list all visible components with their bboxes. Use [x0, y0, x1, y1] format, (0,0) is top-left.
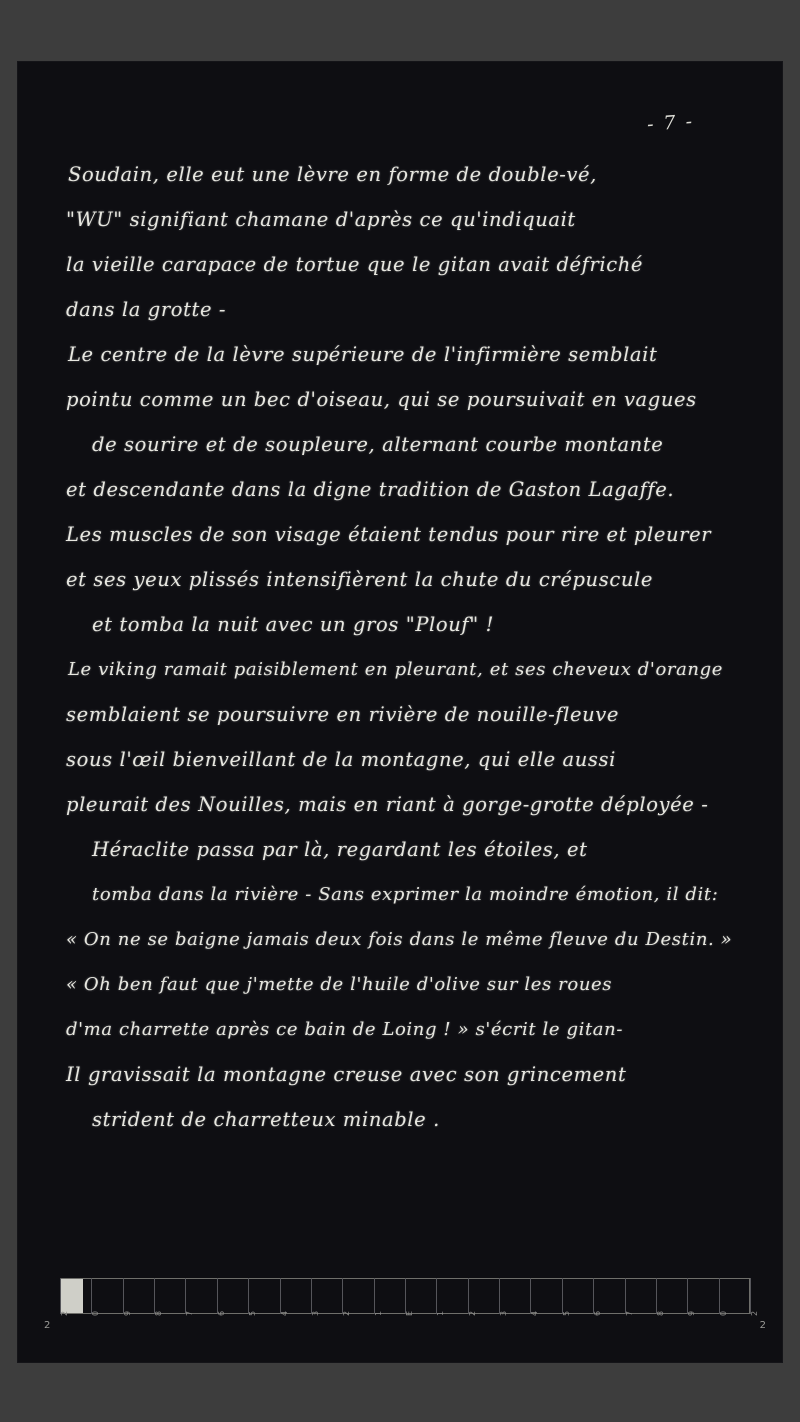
ruler-tick — [91, 1278, 92, 1314]
ruler-tick-label: 8 — [655, 1310, 665, 1316]
manuscript-line: sous l'œil bienveillant de la montagne, qui elle aussi — [66, 748, 616, 771]
ruler-tick-label: 2 — [60, 1310, 69, 1316]
ruler-tick — [530, 1278, 531, 1314]
ruler-tick-label: 8 — [154, 1310, 164, 1316]
manuscript-line: Le centre de la lèvre supérieure de l'infirmière semblait — [68, 343, 658, 366]
ruler-tick-label: 5 — [248, 1310, 258, 1316]
ruler-tick — [123, 1278, 124, 1314]
film-density-ruler — [44, 1278, 766, 1336]
ruler-tick — [750, 1278, 751, 1314]
ruler-tick — [687, 1278, 688, 1314]
ruler-tick — [374, 1278, 375, 1314]
manuscript-line: pleurait des Nouilles, mais en riant à gorge-grotte déployée - — [66, 793, 709, 816]
manuscript-page — [38, 82, 762, 1272]
ruler-tick — [719, 1278, 720, 1314]
ruler-tick — [280, 1278, 281, 1314]
manuscript-line: et descendante dans la digne tradition de Gaston Lagaffe. — [66, 478, 675, 501]
ruler-tick — [311, 1278, 312, 1314]
ruler-tick-label: 5 — [561, 1310, 571, 1316]
ruler-tick — [436, 1278, 437, 1314]
manuscript-line: Il gravissait la montagne creuse avec son grincement — [66, 1063, 627, 1086]
ruler-tick — [593, 1278, 594, 1314]
manuscript-line: la vieille carapace de tortue que le gitan avait défriché — [66, 253, 644, 276]
ruler-tick-label: 9 — [687, 1310, 697, 1316]
manuscript-line: de sourire et de soupleure, alternant courbe montante — [92, 433, 664, 456]
ruler-tick — [562, 1278, 563, 1314]
ruler-tick-label: 7 — [624, 1310, 634, 1316]
ruler-label-left: 2 — [44, 1320, 51, 1331]
ruler-tick — [499, 1278, 500, 1314]
manuscript-line: « Oh ben faut que j'mette de l'huile d'olive sur les roues — [66, 974, 613, 995]
manuscript-line: Soudain, elle eut une lèvre en forme de double-vé, — [68, 163, 597, 186]
ruler-tick-label: 7 — [185, 1310, 195, 1316]
manuscript-line: semblaient se poursuivre en rivière de nouille-fleuve — [66, 703, 620, 726]
manuscript-line: Le viking ramait paisiblement en pleurant, et ses cheveux d'orange — [68, 659, 723, 680]
ruler-tick-label: 3 — [310, 1310, 320, 1316]
manuscript-line: Les muscles de son visage étaient tendus pour rire et pleurer — [66, 523, 712, 546]
ruler-tick-label: 9 — [122, 1310, 132, 1316]
ruler-tick — [248, 1278, 249, 1314]
ruler-tick — [468, 1278, 469, 1314]
ruler-tick-label: 1 — [436, 1310, 446, 1316]
manuscript-line: Héraclite passa par là, regardant les étoiles, et — [92, 838, 588, 861]
ruler-label-right: 2 — [759, 1320, 766, 1331]
page-number: - 7 - — [646, 110, 695, 136]
manuscript-line: tomba dans la rivière - Sans exprimer la moindre émotion, il dit: — [92, 884, 719, 905]
ruler-tick-label: 4 — [530, 1310, 540, 1316]
ruler-tick — [405, 1278, 406, 1314]
ruler-tick-label: 3 — [499, 1310, 509, 1316]
manuscript-line: et tomba la nuit avec un gros "Plouf" ! — [92, 613, 495, 636]
ruler-tick-label: 2 — [342, 1310, 352, 1316]
manuscript-line: « On ne se baigne jamais deux fois dans le même fleuve du Destin. » — [66, 929, 733, 950]
handwritten-text-block — [66, 152, 752, 1142]
ruler-tick — [656, 1278, 657, 1314]
ruler-tick-label: 2 — [750, 1310, 759, 1316]
manuscript-line: dans la grotte - — [66, 298, 227, 321]
ruler-tick — [625, 1278, 626, 1314]
ruler-tick — [217, 1278, 218, 1314]
ruler-tick-label: 0 — [91, 1310, 101, 1316]
ruler-tick-label: 0 — [718, 1310, 728, 1316]
ruler-tick — [154, 1278, 155, 1314]
manuscript-line: pointu comme un bec d'oiseau, qui se poursuivait en vagues — [66, 388, 697, 411]
ruler-tick — [60, 1278, 61, 1314]
negative-photo-area — [18, 62, 782, 1362]
ruler-tick-label: 6 — [593, 1310, 603, 1316]
ruler-tick-label: 2 — [467, 1310, 477, 1316]
ruler-tick-label: 4 — [279, 1310, 289, 1316]
ruler-tick — [185, 1278, 186, 1314]
ruler-tick — [342, 1278, 343, 1314]
manuscript-line: "WU" signifiant chamane d'après ce qu'indiquait — [66, 208, 576, 231]
ruler-tick-label: 6 — [216, 1310, 226, 1316]
ruler-tick-label: E — [405, 1310, 414, 1316]
manuscript-line: strident de charretteux minable . — [92, 1108, 440, 1131]
ruler-tick-label: 1 — [373, 1310, 383, 1316]
manuscript-line: et ses yeux plissés intensifièrent la chute du crépuscule — [66, 568, 653, 591]
manuscript-line: d'ma charrette après ce bain de Loing ! » s'écrit le gitan- — [66, 1019, 624, 1040]
